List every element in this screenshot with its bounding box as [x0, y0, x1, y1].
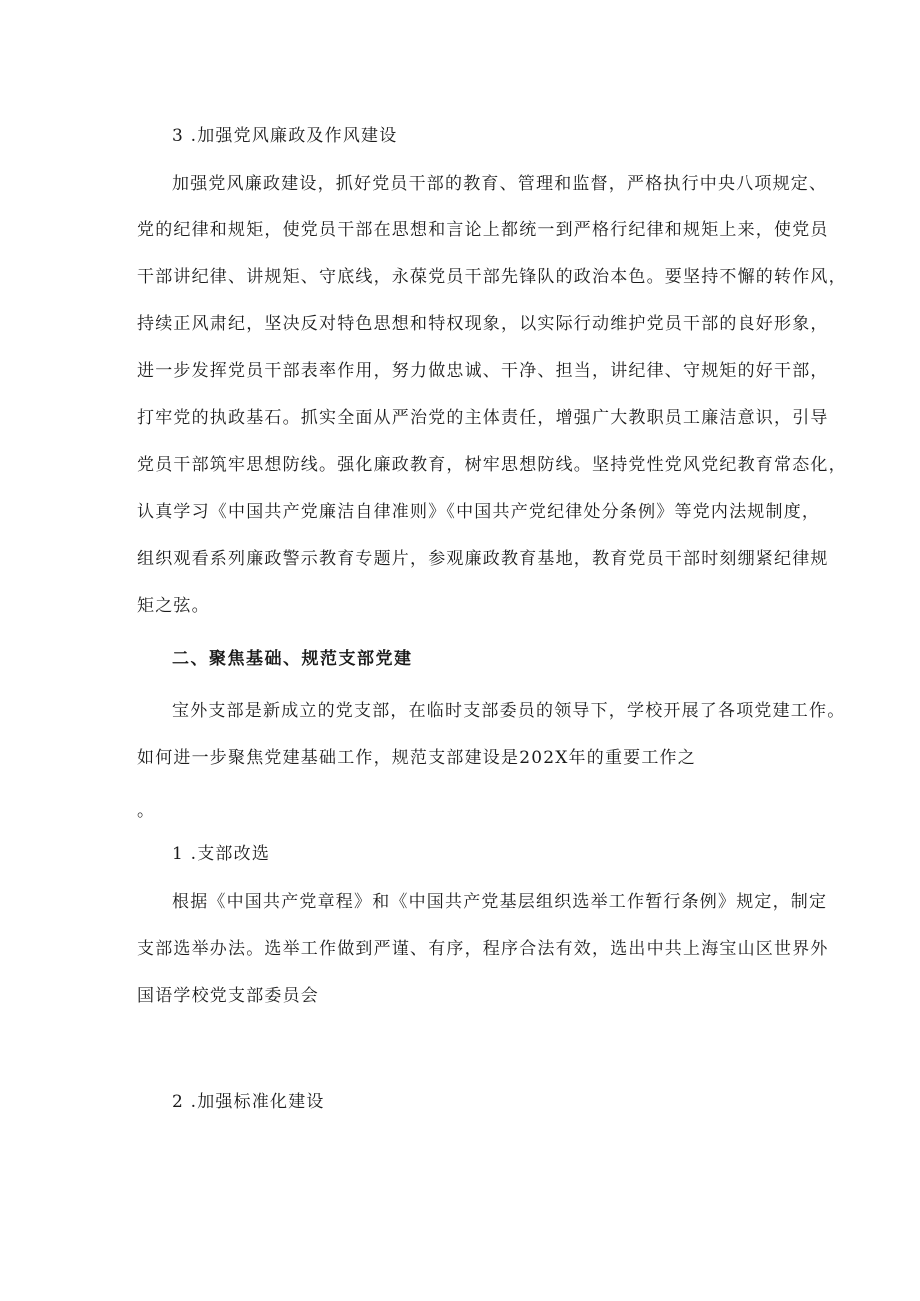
- paragraph-line: 根据《中国共产党章程》和《中国共产党基层组织选举工作暂行条例》规定，制定: [172, 892, 828, 912]
- paragraph-line: 进一步发挥党员干部表率作用，努力做忠诚、干净、担当，讲纪律、守规矩的好干部，: [137, 361, 829, 381]
- paragraph-line: 矩之弦。: [137, 596, 210, 616]
- paragraph-line: 。: [137, 801, 156, 821]
- paragraph-line: 打牢党的执政基石。抓实全面从严治党的主体责任，增强广大教职员工廉洁意识，引导: [137, 408, 829, 428]
- subsection-2-heading: 2 .加强标准化建设: [172, 1092, 325, 1112]
- paragraph-line: 组织观看系列廉政警示教育专题片，参观廉政教育基地，教育党员干部时刻绷紧纪律规: [137, 549, 829, 569]
- paragraph-line: 如何进一步聚焦党建基础工作，规范支部建设是202X年的重要工作之: [137, 748, 696, 768]
- paragraph-line: 持续正风肃纪，坚决反对特色思想和特权现象，以实际行动维护党员干部的良好形象，: [137, 314, 829, 334]
- paragraph-line: 干部讲纪律、讲规矩、守底线，永葆党员干部先锋队的政治本色。要坚持不懈的转作风，: [137, 267, 847, 287]
- subsection-1-heading: 1 .支部改选: [172, 844, 271, 864]
- paragraph-line: 宝外支部是新成立的党支部，在临时支部委员的领导下，学校开展了各项党建工作。: [172, 701, 846, 721]
- section-3-heading: 3 .加强党风廉政及作风建设: [172, 126, 398, 146]
- part-2-heading: 二、聚焦基础、规范支部党建: [172, 649, 413, 669]
- paragraph-line: 党的纪律和规矩，使党员干部在思想和言论上都统一到严格行纪律和规矩上来，使党员: [137, 220, 829, 240]
- paragraph-line: 国语学校党支部委员会: [137, 986, 319, 1006]
- paragraph-line: 支部选举办法。选举工作做到严谨、有序，程序合法有效，选出中共上海宝山区世界外: [137, 939, 829, 959]
- paragraph-line: 加强党风廉政建设，抓好党员干部的教育、管理和监督，严格执行中央八项规定、: [172, 174, 828, 194]
- paragraph-line: 党员干部筑牢思想防线。强化廉政教育，树牢思想防线。坚持党性党风党纪教育常态化，: [137, 455, 847, 475]
- paragraph-line: 认真学习《中国共产党廉洁自律准则》《中国共产党纪律处分条例》等党内法规制度，: [137, 502, 821, 522]
